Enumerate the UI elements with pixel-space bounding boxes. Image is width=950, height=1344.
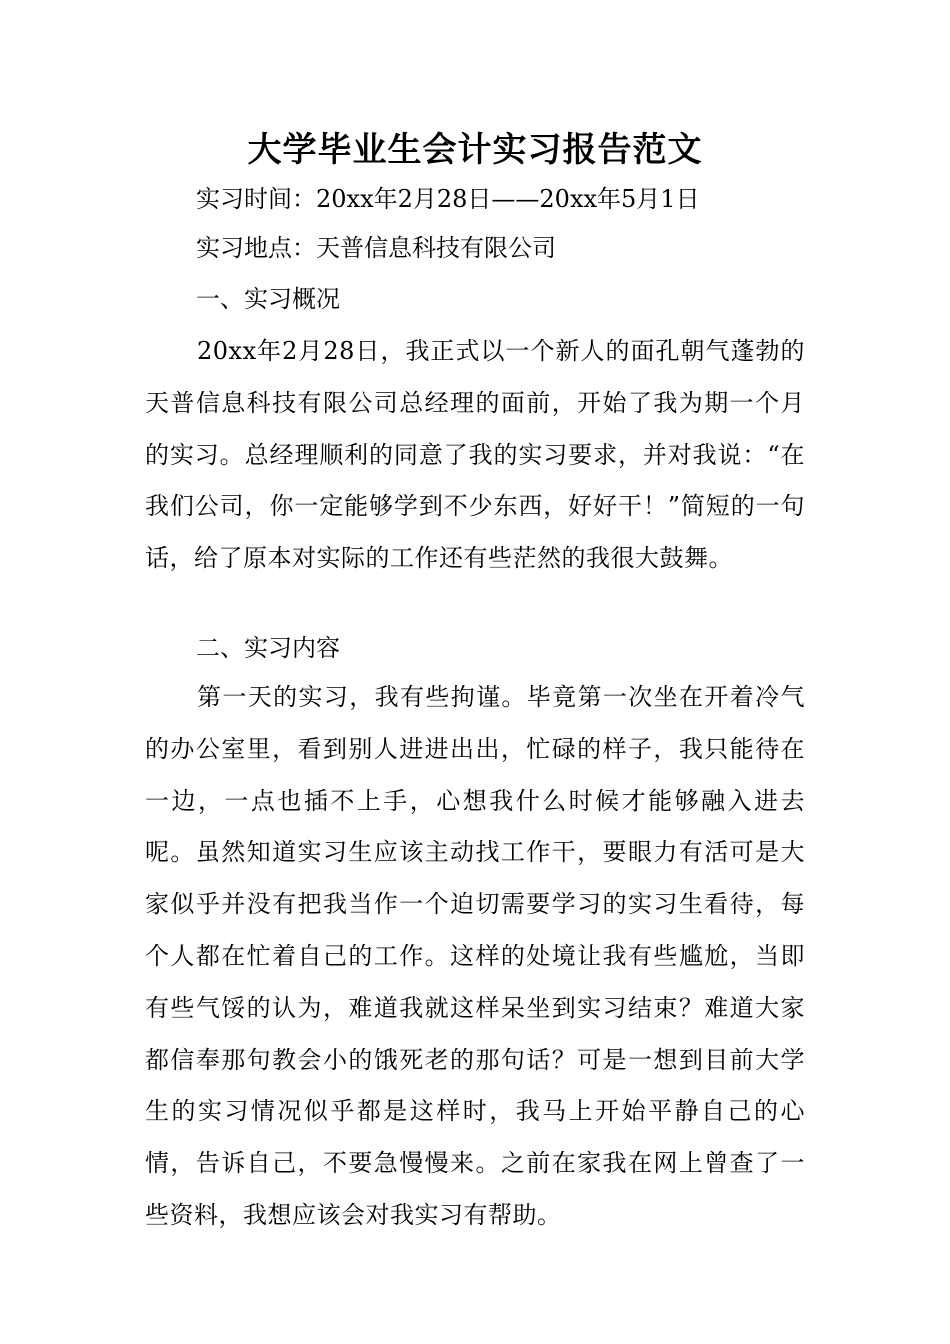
- document-title: 大学毕业生会计实习报告范文: [247, 130, 703, 170]
- intern-place: 实习地点：天普信息科技有限公司: [196, 234, 556, 262]
- section-body-overview: 20xx年2月28日，我正式以一个新人的面孔朝气蓬勃的天普信息科技有限公司总经理的面前，开始了我为期一个月的实习。总经理顺利的同意了我的实习要求，并对我说：“在我们公司，你一定能够学到不少东西，好好干！”简短的一句话，给了原本对实际的工作还有些茫然的我很大鼓舞。: [145, 337, 805, 573]
- intern-time: 实习时间：20xx年2月28日——20xx年5月1日: [196, 185, 700, 213]
- section-heading-overview: 一、实习概况: [196, 285, 340, 313]
- section-body-content: 第一天的实习，我有些拘谨。毕竟第一次坐在开着冷气的办公室里，看到别人进进出出，忙碌的样子，我只能待在一边，一点也插不上手，心想我什么时候才能够融入进去呢。虽然知道实习生应该主动找工作干，要眼力有活可是大家似乎并没有把我当作一个迫切需要学习的实习生看待，每个人都在忙着自己的工作。这样的处境让我有些尴尬，当即有些气馁的认为，难道我就这样呆坐到实习结束？难道大家都信奉那句教会小的饿死老的那句话？可是一想到目前大学生的实习情况似乎都是这样时，我马上开始平静自己的心情，告诉自己，不要急慢慢来。之前在家我在网上曾查了一些资料，我想应该会对我实习有帮助。: [145, 683, 805, 1229]
- section-heading-content: 二、实习内容: [196, 634, 340, 662]
